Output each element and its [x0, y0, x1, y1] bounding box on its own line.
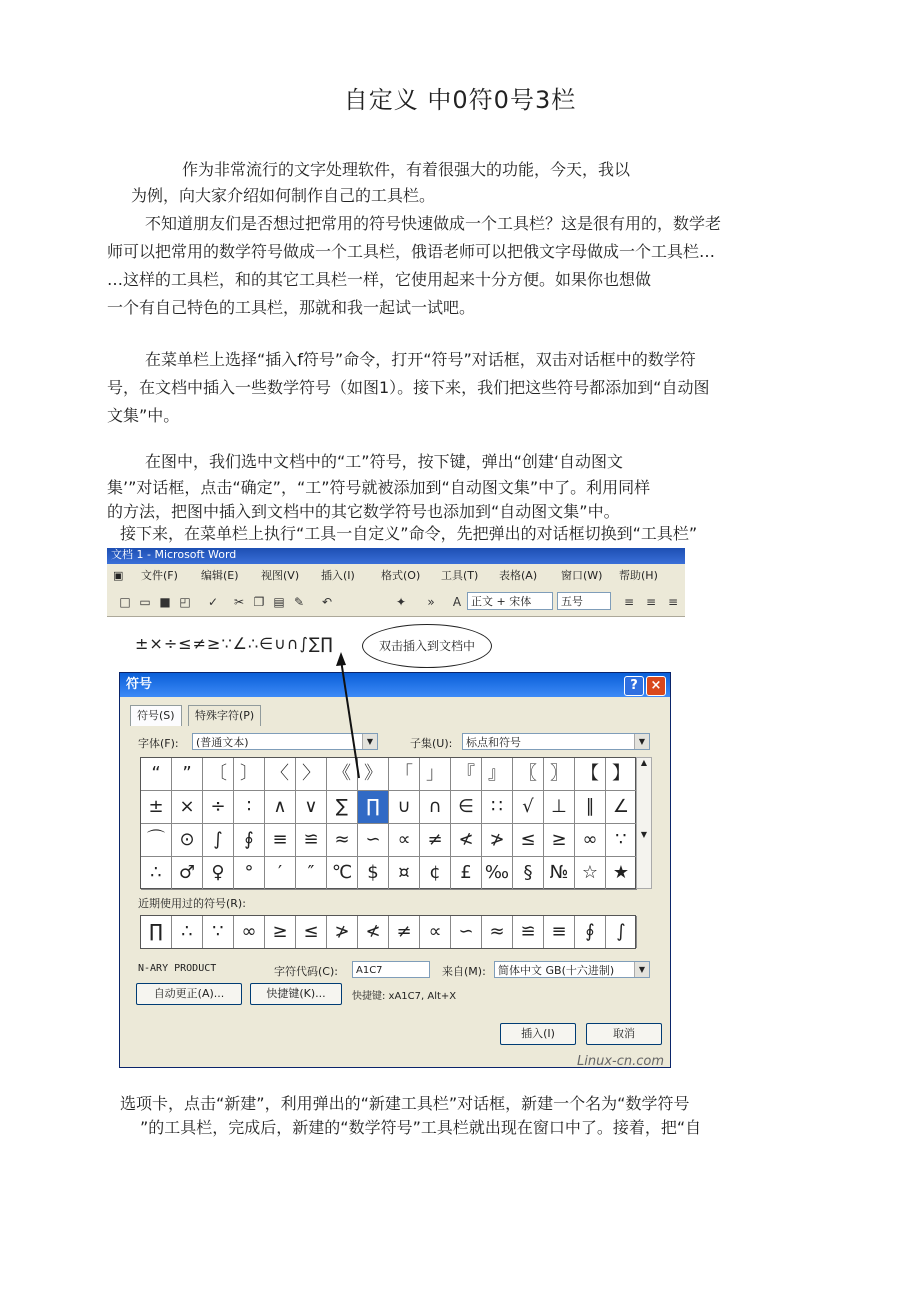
menu-edit[interactable]: 编辑(E): [201, 569, 239, 582]
symbol-cell[interactable]: ♀: [203, 857, 234, 890]
symbol-cell[interactable]: ∵: [606, 824, 637, 857]
symbol-cell[interactable]: ±: [141, 791, 172, 824]
symbol-cell[interactable]: ∫: [203, 824, 234, 857]
symbol-cell[interactable]: ∑: [327, 791, 358, 824]
symbol-cell[interactable]: ★: [606, 857, 637, 890]
inserted-symbols: ±×÷≤≠≥∵∠∴∈∪∩∫∑∏: [135, 634, 334, 653]
symbol-cell[interactable]: ⊥: [544, 791, 575, 824]
symbol-cell[interactable]: 《: [327, 758, 358, 791]
symbol-cell[interactable]: ∈: [451, 791, 482, 824]
shortcut-text: 快捷键: xA1C7, Alt+X: [352, 991, 457, 1002]
spelling-icon[interactable]: ✓: [207, 595, 219, 609]
recent-symbol-cell[interactable]: ∏: [141, 916, 172, 948]
new-icon[interactable]: □: [119, 595, 131, 609]
recent-label: 近期使用过的符号(R):: [138, 897, 246, 910]
paragraph-line: 号，在文档中插入一些数学符号（如图1）。接下来，我们把这些符号都添加到“自动图: [107, 378, 710, 397]
symbol-cell[interactable]: ”: [172, 758, 203, 791]
char-code-input[interactable]: A1C7: [352, 961, 430, 978]
shortcut-key-button[interactable]: 快捷键(K)...: [250, 983, 342, 1005]
save-icon[interactable]: ■: [159, 595, 171, 609]
more-buttons-icon[interactable]: »: [427, 595, 435, 609]
symbol-cell[interactable]: 〔: [203, 758, 234, 791]
symbol-cell[interactable]: 『: [451, 758, 482, 791]
symbol-cell[interactable]: °: [234, 857, 265, 890]
symbol-cell[interactable]: 〗: [544, 758, 575, 791]
symbol-cell[interactable]: ∩: [420, 791, 451, 824]
chevron-down-icon: ▼: [634, 734, 649, 749]
window-title: 文档 1 - Microsoft Word: [107, 548, 685, 564]
symbol-cell[interactable]: 】: [606, 758, 637, 791]
font-label: 字体(F):: [138, 737, 179, 750]
paragraph-line: 一个有自己特色的工具栏，那就和我一起试一试吧。: [107, 298, 476, 317]
help-button[interactable]: ?: [624, 676, 644, 696]
symbol-cell[interactable]: ≮: [451, 824, 482, 857]
symbol-cell[interactable]: ∠: [606, 791, 637, 824]
grid-scrollbar[interactable]: ▲ ▼: [636, 757, 652, 889]
recent-symbol-cell[interactable]: ∽: [451, 916, 482, 948]
paragraph-line: 接下来，在菜单栏上执行“工具一自定义”命令，先把弹出的对话框切换到“工具栏”: [120, 524, 698, 543]
recent-symbol-cell[interactable]: ≮: [358, 916, 389, 948]
symbol-cell[interactable]: ¤: [389, 857, 420, 890]
cancel-button[interactable]: 取消: [586, 1023, 662, 1045]
recent-symbol-cell[interactable]: ≌: [513, 916, 544, 948]
tab-symbols[interactable]: 符号(S): [130, 705, 182, 726]
menu-tools[interactable]: 工具(T): [441, 569, 479, 582]
paragraph-line: 不知道朋友们是否想过把常用的符号快速做成一个工具栏？这是很有用的，数学老: [145, 214, 722, 233]
symbol-cell[interactable]: ∝: [389, 824, 420, 857]
paragraph-line: …这样的工具栏，和的其它工具栏一样，它使用起来十分方便。如果你也想做: [107, 270, 652, 289]
symbol-cell[interactable]: √: [513, 791, 544, 824]
recent-symbol-cell[interactable]: ≥: [265, 916, 296, 948]
paragraph-line: 作为非常流行的文字处理软件，有着很强大的功能，今天，我以: [182, 160, 631, 179]
recent-symbol-cell[interactable]: ≤: [296, 916, 327, 948]
menu-help[interactable]: 帮助(H): [619, 569, 658, 582]
word-screenshot: [107, 548, 685, 1078]
symbol-cell[interactable]: ∽: [358, 824, 389, 857]
paragraph-line: 集’”对话框，点击“确定”，“工”符号就被添加到“自动图文集”中了。利用同样: [107, 478, 651, 497]
document-title: 自定义 中0符0号3栏: [343, 86, 577, 114]
symbol-cell[interactable]: ≥: [544, 824, 575, 857]
symbol-cell[interactable]: ♂: [172, 857, 203, 890]
menu-view[interactable]: 视图(V): [261, 569, 300, 582]
char-code-label: 字符代码(C):: [274, 965, 338, 978]
symbol-cell[interactable]: ∞: [575, 824, 606, 857]
paragraph-line: 选项卡，点击“新建”，利用弹出的“新建工具栏”对话框，新建一个名为“数学符号: [120, 1094, 690, 1113]
symbol-cell[interactable]: ⌒: [141, 824, 172, 857]
recent-symbol-cell[interactable]: ≡: [544, 916, 575, 948]
watermark: Linux-cn.com: [577, 1054, 665, 1069]
symbol-cell[interactable]: ∏: [358, 791, 389, 824]
symbol-cell[interactable]: №: [544, 857, 575, 890]
symbol-cell[interactable]: 〖: [513, 758, 544, 791]
align-left-icon[interactable]: ≡: [623, 595, 635, 609]
symbol-cell[interactable]: ∴: [141, 857, 172, 890]
menu-format[interactable]: 格式(O): [381, 569, 421, 582]
format-painter-icon[interactable]: ✎: [293, 595, 305, 609]
subset-label: 子集(U):: [410, 737, 453, 750]
symbol-cell[interactable]: ∶: [234, 791, 265, 824]
paragraph-line: 师可以把常用的数学符号做成一个工具栏，俄语老师可以把俄文字母做成一个工具栏…: [107, 242, 716, 261]
from-label: 来自(M):: [442, 965, 486, 978]
undo-icon[interactable]: ↶: [321, 595, 333, 609]
symbol-cell[interactable]: ∧: [265, 791, 296, 824]
open-icon[interactable]: ▭: [139, 595, 151, 609]
symbol-cell[interactable]: 〕: [234, 758, 265, 791]
paragraph-line: 在图中，我们选中文档中的“工”符号，按下键，弹出“创建‘自动图文: [145, 452, 623, 471]
symbol-cell[interactable]: ″: [296, 857, 327, 890]
tab-special-chars[interactable]: 特殊字符(P): [188, 705, 261, 726]
paragraph-line: 的方法，把图中插入到文档中的其它数学符号也添加到“自动图文集”中。: [107, 502, 620, 521]
paragraph-line: 文集”中。: [107, 406, 180, 425]
style-combo[interactable]: 正文 + 宋体: [467, 592, 553, 610]
symbol-cell[interactable]: ☆: [575, 857, 606, 890]
dialog-title: 符号: [120, 673, 670, 697]
autocorrect-button[interactable]: 自动更正(A)...: [136, 983, 242, 1005]
font-select[interactable]: (普通文本) ▼: [192, 733, 378, 750]
symbol-cell[interactable]: 〉: [296, 758, 327, 791]
symbol-cell[interactable]: “: [141, 758, 172, 791]
menu-file[interactable]: 文件(F): [141, 569, 178, 582]
style-icon: A: [452, 595, 462, 609]
copy-icon[interactable]: ❐: [253, 595, 265, 609]
chevron-down-icon: ▼: [362, 734, 377, 749]
menu-window[interactable]: 窗口(W): [561, 569, 603, 582]
insert-symbol-icon[interactable]: ✦: [395, 595, 407, 609]
symbol-cell[interactable]: ∮: [234, 824, 265, 857]
symbol-cell[interactable]: ≠: [420, 824, 451, 857]
recent-symbol-cell[interactable]: ∵: [203, 916, 234, 948]
paragraph-line: ”的工具栏，完成后，新建的“数学符号”工具栏就出现在窗口中了。接着，把“自: [140, 1118, 702, 1137]
symbol-cell[interactable]: ≈: [327, 824, 358, 857]
close-button[interactable]: ×: [646, 676, 666, 696]
symbol-cell[interactable]: ∪: [389, 791, 420, 824]
char-name: N-ARY PRODUCT: [138, 963, 217, 974]
symbol-cell[interactable]: ℃: [327, 857, 358, 890]
paragraph-line: 为例，向大家介绍如何制作自己的工具栏。: [131, 186, 436, 205]
recent-symbol-cell[interactable]: ∝: [420, 916, 451, 948]
recent-symbol-cell[interactable]: ∮: [575, 916, 606, 948]
symbol-cell[interactable]: §: [513, 857, 544, 890]
symbol-cell[interactable]: 【: [575, 758, 606, 791]
paragraph-line: 在菜单栏上选择“插入f符号”命令，打开“符号”对话框，双击对话框中的数学符: [145, 350, 696, 369]
callout-bubble: 双击插入到文档中: [362, 624, 492, 668]
symbol-cell[interactable]: ‰: [482, 857, 513, 890]
menu-table[interactable]: 表格(A): [499, 569, 538, 582]
paste-icon[interactable]: ▤: [273, 595, 285, 609]
symbol-cell[interactable]: ′: [265, 857, 296, 890]
symbol-cell[interactable]: 』: [482, 758, 513, 791]
symbol-cell[interactable]: ÷: [203, 791, 234, 824]
cut-icon[interactable]: ✂: [233, 595, 245, 609]
align-right-icon[interactable]: ≡: [667, 595, 679, 609]
print-preview-icon[interactable]: ◰: [179, 595, 191, 609]
pointer-arrow: [107, 548, 685, 1078]
recent-symbol-cell[interactable]: ∞: [234, 916, 265, 948]
subset-select[interactable]: 标点和符号 ▼: [462, 733, 650, 750]
symbol-cell[interactable]: ¢: [420, 857, 451, 890]
symbol-cell[interactable]: ⊙: [172, 824, 203, 857]
symbol-cell[interactable]: ≤: [513, 824, 544, 857]
chevron-down-icon: ▼: [634, 962, 649, 977]
symbol-cell[interactable]: ≡: [265, 824, 296, 857]
symbol-cell[interactable]: ≌: [296, 824, 327, 857]
insert-button[interactable]: 插入(I): [500, 1023, 576, 1045]
recent-symbol-cell[interactable]: ≠: [389, 916, 420, 948]
symbol-cell[interactable]: 》: [358, 758, 389, 791]
align-center-icon[interactable]: ≡: [645, 595, 657, 609]
recent-symbol-cell[interactable]: ∫: [606, 916, 637, 948]
symbol-cell[interactable]: ∥: [575, 791, 606, 824]
menu-insert[interactable]: 插入(I): [321, 569, 355, 582]
font-size-combo[interactable]: 五号: [557, 592, 611, 610]
symbol-cell[interactable]: ×: [172, 791, 203, 824]
symbol-cell[interactable]: £: [451, 857, 482, 890]
symbol-cell[interactable]: $: [358, 857, 389, 890]
symbol-cell[interactable]: 〈: [265, 758, 296, 791]
recent-symbol-cell[interactable]: ∴: [172, 916, 203, 948]
from-select[interactable]: 简体中文 GB(十六进制) ▼: [494, 961, 650, 978]
symbol-cell[interactable]: ∨: [296, 791, 327, 824]
recent-symbol-cell[interactable]: ≈: [482, 916, 513, 948]
symbol-cell[interactable]: ≯: [482, 824, 513, 857]
symbol-cell[interactable]: 「: [389, 758, 420, 791]
recent-symbol-cell[interactable]: ≯: [327, 916, 358, 948]
symbol-cell[interactable]: 」: [420, 758, 451, 791]
word-doc-icon: ▣: [113, 569, 124, 582]
symbol-cell[interactable]: ∷: [482, 791, 513, 824]
